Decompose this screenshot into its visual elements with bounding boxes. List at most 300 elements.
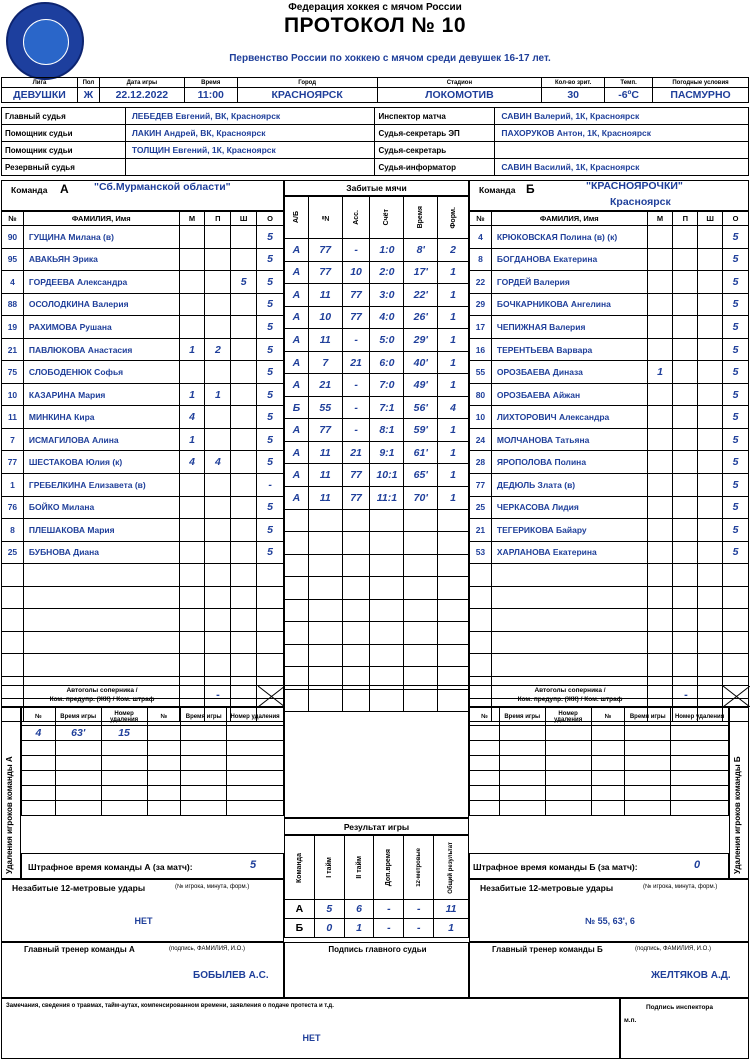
player-name: СЛОБОДЕНЮК Софья <box>23 361 179 384</box>
player-row <box>2 496 284 519</box>
player-assists <box>205 564 231 587</box>
player-name: ОСОЛОДКИНА Валерия <box>23 293 179 316</box>
player-rating: - <box>257 474 284 497</box>
player-rating: 5 <box>257 451 284 474</box>
goal-player: 21 <box>308 374 342 397</box>
informer: САВИН Василий, 1К, Красноярск <box>495 159 749 176</box>
removal-row-empty <box>22 756 284 771</box>
goal-row-empty <box>285 644 469 667</box>
player-assists <box>673 428 698 451</box>
player-assists <box>205 609 231 632</box>
player-number <box>2 564 24 587</box>
player-row <box>2 248 284 271</box>
player-assists <box>205 654 231 677</box>
player-rating: 5 <box>257 271 284 294</box>
goal-player: 77 <box>308 419 342 442</box>
goal-form: 2 <box>438 239 469 262</box>
player-name: БОЧКАРНИКОВА Ангелина <box>491 293 647 316</box>
inspector: САВИН Валерий, 1К, Красноярск <box>495 108 749 125</box>
player-rating: 5 <box>723 361 749 384</box>
team-b-removals-side <box>729 707 749 879</box>
result-row <box>285 919 469 938</box>
player-penalty <box>698 609 723 632</box>
player-number: 24 <box>470 428 492 451</box>
goal-team: А <box>285 464 309 487</box>
goal-form: 1 <box>438 419 469 442</box>
inspector-sign-box <box>620 998 749 1059</box>
removal-time: 63' <box>55 726 101 741</box>
player-row <box>470 316 749 339</box>
player-penalty <box>231 226 257 249</box>
goal-team: А <box>285 284 309 307</box>
team-b-penalty-value: 0 <box>694 859 701 871</box>
goals-table <box>284 196 469 712</box>
player-penalty <box>231 406 257 429</box>
player-penalty <box>698 451 723 474</box>
player-rating: 5 <box>257 316 284 339</box>
goal-row <box>285 284 469 307</box>
col-result-h2: II тайм <box>355 856 363 879</box>
goal-assist: - <box>342 374 370 397</box>
goal-player: 11 <box>308 441 342 464</box>
goal-player: 11 <box>308 487 342 510</box>
goal-player: 77 <box>308 239 342 262</box>
result-pen: - <box>404 900 434 919</box>
player-number: 8 <box>2 519 24 542</box>
goal-assist: - <box>342 329 370 352</box>
col-a-rem-r2: Номер удаления <box>227 708 284 726</box>
player-rating <box>723 586 749 609</box>
player-row <box>2 406 284 429</box>
goal-form: 1 <box>438 487 469 510</box>
player-name <box>491 631 647 654</box>
goal-form: 1 <box>438 374 469 397</box>
goal-player: 11 <box>308 329 342 352</box>
goal-row-empty <box>285 599 469 622</box>
col-goal-time: Время <box>417 206 425 229</box>
player-number: 19 <box>2 316 24 339</box>
col-b-rem-n2: № <box>591 708 625 726</box>
player-name: АВАКЬЯН Эрика <box>23 248 179 271</box>
goal-team: А <box>285 306 309 329</box>
player-number: 7 <box>2 428 24 451</box>
player-rating: 5 <box>257 293 284 316</box>
goal-row <box>285 419 469 442</box>
goal-team: А <box>285 441 309 464</box>
goal-score: 11:1 <box>370 487 404 510</box>
player-name <box>23 564 179 587</box>
value-temp: -6ºС <box>605 88 653 103</box>
player-goals <box>647 338 673 361</box>
team-b-own-goals-label2: Ком. предупр. (ЖК) / Ком. штраф <box>517 696 623 703</box>
team-b-header <box>469 180 749 211</box>
col-b-rem-n1: № <box>470 708 500 726</box>
goal-row <box>285 396 469 419</box>
player-assists <box>673 338 698 361</box>
player-assists <box>205 248 231 271</box>
goal-assist: 77 <box>342 306 370 329</box>
player-rating: 5 <box>723 406 749 429</box>
col-a-rem-t1: Время игры <box>55 708 101 726</box>
player-penalty <box>231 654 257 677</box>
player-name: БОГДАНОВА Екатерина <box>491 248 647 271</box>
player-penalty <box>231 361 257 384</box>
col-teamB-p: П <box>673 212 698 226</box>
removal-row-empty <box>470 771 729 786</box>
team-b-own-goals-label: Автоголы соперника / <box>534 687 606 694</box>
team-b-penalty-label: Штрафное время команды Б (за матч): <box>473 862 638 872</box>
player-row <box>470 519 749 542</box>
team-b-removals-table <box>469 707 729 816</box>
player-assists <box>673 496 698 519</box>
goal-form: 1 <box>438 329 469 352</box>
team-a-removals-title: Удаления игроков команды А <box>5 756 14 874</box>
label-main-referee: Главный судья <box>2 108 126 125</box>
notes-label: Замечания, сведения о травмах, тайм-аутах, компенсированном времени, заявления о подаче протеста и т.д. <box>6 1003 334 1009</box>
player-rating: 5 <box>257 541 284 564</box>
player-row <box>470 541 749 564</box>
goal-score: 7:0 <box>370 374 404 397</box>
player-name: ДЕДЮЛЬ Злата (в) <box>491 474 647 497</box>
value-spectators: 30 <box>542 88 605 103</box>
label-assistant-1: Помощник судьи <box>2 125 126 142</box>
col-result-team: Команда <box>295 852 303 883</box>
player-goals <box>179 226 205 249</box>
player-penalty <box>698 586 723 609</box>
removal-row-empty <box>22 801 284 816</box>
player-number: 4 <box>2 271 24 294</box>
player-goals <box>647 248 673 271</box>
player-row <box>2 609 284 632</box>
goals-title: Забитые мячи <box>284 180 469 196</box>
col-teamB-sh: Ш <box>698 212 723 226</box>
player-assists <box>673 316 698 339</box>
removal-player: 4 <box>22 726 56 741</box>
goal-score: 6:0 <box>370 351 404 374</box>
player-rating: 5 <box>723 519 749 542</box>
goal-form: 4 <box>438 396 469 419</box>
value-league: ДЕВУШКИ <box>2 88 78 103</box>
player-assists <box>673 564 698 587</box>
team-a-letter: А <box>60 182 69 196</box>
player-goals <box>179 541 205 564</box>
team-b-coach-name: ЖЕЛТЯКОВ А.Д. <box>651 970 731 981</box>
goal-assist: - <box>342 396 370 419</box>
player-number: 11 <box>2 406 24 429</box>
value-city: КРАСНОЯРСК <box>237 88 377 103</box>
player-penalty <box>698 316 723 339</box>
team-b-removals-title: Удаления игроков команды Б <box>733 756 742 874</box>
player-number: 95 <box>2 248 24 271</box>
player-number: 10 <box>2 383 24 406</box>
goal-player: 7 <box>308 351 342 374</box>
col-goal-form: Форм. <box>449 206 457 229</box>
col-result-pen: 12-метровые <box>415 848 422 887</box>
removal-row-empty <box>470 756 729 771</box>
goal-form: 1 <box>438 351 469 374</box>
team-b-city: Красноярск <box>610 196 671 208</box>
goal-assist: 77 <box>342 464 370 487</box>
player-rating <box>723 564 749 587</box>
goal-assist: 21 <box>342 351 370 374</box>
goal-player: 77 <box>308 261 342 284</box>
player-penalty <box>698 271 723 294</box>
player-goals <box>647 226 673 249</box>
removal-row-empty <box>470 726 729 741</box>
player-goals <box>179 609 205 632</box>
player-name: ЧЕПИЖНАЯ Валерия <box>491 316 647 339</box>
team-b-own-goals-value: - <box>684 689 688 701</box>
player-name: ОРОЗБАЕВА Диназа <box>491 361 647 384</box>
player-penalty <box>698 361 723 384</box>
col-teamB-num: № <box>470 212 492 226</box>
player-assists <box>673 248 698 271</box>
player-rating <box>723 654 749 677</box>
goal-row <box>285 261 469 284</box>
cross-box-b <box>723 686 750 707</box>
player-number <box>470 631 492 654</box>
secretary-ep: ПАХОРУКОВ Антон, 1К, Красноярск <box>495 125 749 142</box>
team-a-coach-hint: (подпись, ФАМИЛИЯ, И.О.) <box>169 946 245 952</box>
player-goals <box>647 496 673 519</box>
stamp-place: м.п. <box>624 1017 637 1024</box>
player-name: ГОРДЕЙ Валерия <box>491 271 647 294</box>
label-secretary: Судья-секретарь <box>375 142 495 159</box>
result-h1: 5 <box>314 900 344 919</box>
team-a-own-goals-label: Автоголы соперника / <box>66 687 138 694</box>
value-date: 22.12.2022 <box>99 88 184 103</box>
result-title: Результат игры <box>284 818 469 835</box>
team-b-name: "КРАСНОЯРОЧКИ" <box>586 180 683 192</box>
player-penalty <box>698 338 723 361</box>
player-rating: 5 <box>723 338 749 361</box>
player-penalty <box>698 474 723 497</box>
col-result-ot: Доп.время <box>385 848 393 887</box>
player-number <box>470 609 492 632</box>
team-a-coach-name: БОБЫЛЕВ А.С. <box>193 970 269 981</box>
removal-row-empty <box>470 741 729 756</box>
team-a-label: Команда <box>11 185 48 195</box>
team-b-missed-label: Незабитые 12-метровые удары <box>480 883 614 893</box>
goal-score: 7:1 <box>370 396 404 419</box>
removal-row-empty <box>470 786 729 801</box>
player-rating: 5 <box>723 271 749 294</box>
team-b-missed <box>469 879 749 942</box>
player-penalty <box>698 541 723 564</box>
player-penalty <box>231 631 257 654</box>
player-assists <box>673 383 698 406</box>
player-rating <box>257 609 284 632</box>
player-row <box>2 541 284 564</box>
team-a-penalty-value: 5 <box>250 859 257 871</box>
player-penalty <box>698 248 723 271</box>
goal-row-empty <box>285 577 469 600</box>
player-number: 8 <box>470 248 492 271</box>
player-row <box>2 226 284 249</box>
goal-time: 61' <box>404 441 438 464</box>
goal-row-empty <box>285 532 469 555</box>
col-teamB-o: О <box>723 212 749 226</box>
player-name <box>23 609 179 632</box>
player-row <box>470 654 749 677</box>
player-goals <box>647 609 673 632</box>
player-assists <box>205 631 231 654</box>
player-rating: 5 <box>723 383 749 406</box>
col-b-rem-t2: Время игры <box>625 708 671 726</box>
player-assists: 4 <box>205 451 231 474</box>
player-goals <box>647 293 673 316</box>
player-name: КРЮКОВСКАЯ Полина (в) (к) <box>491 226 647 249</box>
goal-form: 1 <box>438 284 469 307</box>
ref-sign-box <box>284 942 469 998</box>
player-rating <box>723 609 749 632</box>
player-goals <box>647 541 673 564</box>
team-a-penalty-label: Штрафное время команды А (за матч): <box>28 862 193 872</box>
player-goals <box>647 564 673 587</box>
team-a-missed-label: Незабитые 12-метровые удары <box>12 883 146 893</box>
player-name: ПАВЛЮКОВА Анастасия <box>23 338 179 361</box>
col-b-rem-r2: Номер удаления <box>671 708 729 726</box>
col-goal-team: А/Б <box>292 211 300 224</box>
player-row <box>470 428 749 451</box>
result-table <box>284 835 469 938</box>
goal-score: 4:0 <box>370 306 404 329</box>
secretary <box>495 142 749 159</box>
goal-team: А <box>285 239 309 262</box>
player-penalty <box>231 428 257 451</box>
player-row <box>470 361 749 384</box>
player-number <box>470 586 492 609</box>
player-penalty <box>698 406 723 429</box>
goal-row <box>285 329 469 352</box>
value-weather: ПАСМУРНО <box>653 88 749 103</box>
player-number: 55 <box>470 361 492 384</box>
player-penalty <box>698 564 723 587</box>
player-penalty <box>698 428 723 451</box>
player-row <box>470 271 749 294</box>
player-number: 21 <box>470 519 492 542</box>
player-number: 90 <box>2 226 24 249</box>
player-row <box>2 383 284 406</box>
label-weather: Погодные условия <box>653 78 749 88</box>
label-city: Город <box>237 78 377 88</box>
label-time: Время <box>184 78 237 88</box>
player-number: 4 <box>470 226 492 249</box>
goal-score: 3:0 <box>370 284 404 307</box>
player-rating: 5 <box>723 496 749 519</box>
player-name: БУБНОВА Диана <box>23 541 179 564</box>
player-rating <box>257 654 284 677</box>
player-rating <box>257 586 284 609</box>
player-rating: 5 <box>723 541 749 564</box>
value-time: 11:00 <box>184 88 237 103</box>
player-name <box>23 631 179 654</box>
col-teamA-m: М <box>179 212 205 226</box>
player-row <box>470 406 749 429</box>
value-stadium: ЛОКОМОТИВ <box>377 88 542 103</box>
assistant-1: ЛАКИН Андрей, ВК, Красноярск <box>125 125 375 142</box>
player-row <box>470 474 749 497</box>
center-blank <box>284 685 469 818</box>
player-goals: 1 <box>179 383 205 406</box>
goal-score: 2:0 <box>370 261 404 284</box>
player-row <box>470 383 749 406</box>
team-b-coach-label: Главный тренер команды Б <box>492 945 603 954</box>
col-result-total: Общий результат <box>448 841 455 894</box>
col-teamB-name: ФАМИЛИЯ, Имя <box>491 212 647 226</box>
player-goals <box>647 316 673 339</box>
player-name: МИНКИНА Кира <box>23 406 179 429</box>
player-name: ИСМАГИЛОВА Алина <box>23 428 179 451</box>
player-assists <box>673 609 698 632</box>
result-total: 1 <box>434 919 469 938</box>
player-assists <box>205 519 231 542</box>
player-goals <box>647 428 673 451</box>
player-name: ЛИХТОРОВИЧ Александра <box>491 406 647 429</box>
goal-time: 56' <box>404 396 438 419</box>
goal-row <box>285 487 469 510</box>
player-row <box>470 451 749 474</box>
col-teamA-p: П <box>205 212 231 226</box>
goal-player: 11 <box>308 284 342 307</box>
player-assists <box>673 541 698 564</box>
col-teamA-num: № <box>2 212 24 226</box>
team-a-missed <box>1 879 284 942</box>
player-number: 29 <box>470 293 492 316</box>
player-row <box>2 586 284 609</box>
player-goals <box>647 383 673 406</box>
team-a-removals-side <box>1 707 21 879</box>
player-assists <box>673 586 698 609</box>
player-rating <box>257 564 284 587</box>
player-assists: 1 <box>205 383 231 406</box>
result-team: А <box>285 900 315 919</box>
player-number: 88 <box>2 293 24 316</box>
label-secretary-ep: Судья-секретарь ЭП <box>375 125 495 142</box>
player-penalty <box>231 316 257 339</box>
player-assists <box>205 361 231 384</box>
player-assists: 2 <box>205 338 231 361</box>
team-b-coach <box>469 942 749 998</box>
label-inspector: Инспектор матча <box>375 108 495 125</box>
player-assists <box>205 541 231 564</box>
match-info-table <box>1 77 749 103</box>
player-rating: 5 <box>723 316 749 339</box>
removal-row-empty <box>470 801 729 816</box>
player-goals <box>179 496 205 519</box>
goal-time: 29' <box>404 329 438 352</box>
player-number: 10 <box>470 406 492 429</box>
label-date: Дата игры <box>99 78 184 88</box>
player-goals: 1 <box>179 338 205 361</box>
player-number: 28 <box>470 451 492 474</box>
goal-row <box>285 239 469 262</box>
player-assists <box>205 316 231 339</box>
team-a-roster <box>1 211 284 722</box>
player-goals <box>179 316 205 339</box>
player-rating: 5 <box>723 474 749 497</box>
team-a-own-goals <box>1 685 284 707</box>
player-rating: 5 <box>723 226 749 249</box>
goal-row <box>285 351 469 374</box>
result-ot: - <box>374 900 404 919</box>
player-assists <box>673 293 698 316</box>
goal-player: 55 <box>308 396 342 419</box>
player-goals <box>647 519 673 542</box>
player-penalty <box>231 451 257 474</box>
team-b-letter: Б <box>526 182 535 196</box>
player-name: МОЛЧАНОВА Татьяна <box>491 428 647 451</box>
